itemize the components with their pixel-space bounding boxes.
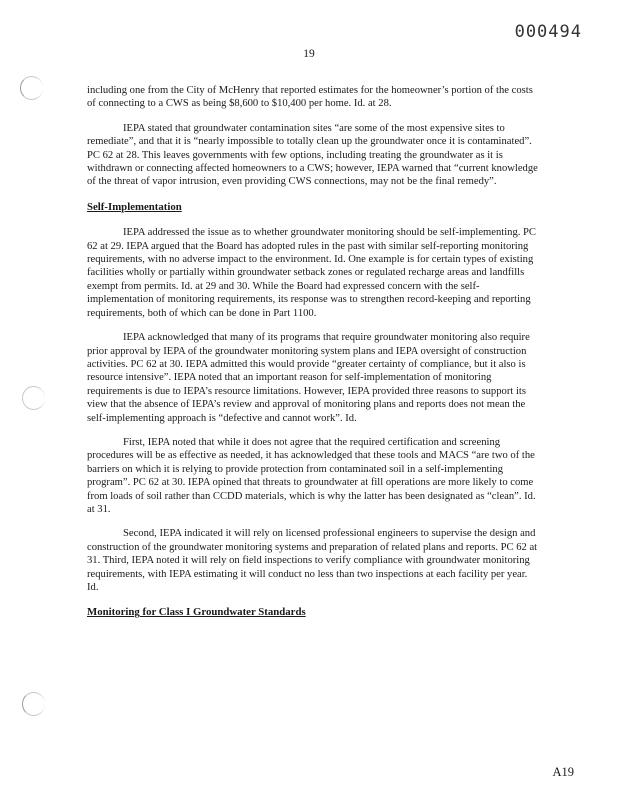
paragraph-group-2 bbox=[87, 226, 541, 594]
body-paragraph: including one from the City of McHenry that reported estimates for the homeowner’s portion of the costs of connecting to a CWS as being $8,600 to $10,400 per home. Id. at 28. bbox=[87, 85, 533, 110]
body-paragraph: Second, IEPA indicated it will rely on licensed professional engineers to supervise the design and construction of the groundwater monitoring systems and preparation of related plans and reports. PC 62 at 31. Third, IEPA noted it will rely on field inspections to verify compliance with groundwater monitoring requirements, with IEPA estimating it will conduct no less than two inspections at each facility per year. Id. bbox=[87, 528, 538, 593]
body-paragraph: First, IEPA noted that while it does not agree that the required certification and screening procedures will be as effective as needed, it has acknowledged that these tools and MACS “are two of the barriers on which it is relying to provide protection from contaminated soil in a self-implementing program”. PC 62 at 30. IEPA opined that threats to groundwater at fill operations are more likely to come from loads of soil rather than CCDD materials, which is why the latter has been designated as “clean”. Id. at 31. bbox=[87, 436, 536, 515]
bates-stamp: 000494 bbox=[514, 22, 582, 42]
body-paragraph: IEPA acknowledged that many of its programs that require groundwater monitoring also require prior approval by IEPA of the groundwater monitoring system plans and IEPA oversight of construction activities. PC 62 at 30. IEPA admitted this would provide “greater certainty of compliance, but it also is resource intensive”. IEPA noted that an important reason for self-implementation of monitoring requirements is due to IEPA’s resource limitations. However, IEPA provided three reasons to support its view that the absence of IEPA’s review and approval of monitoring plans and reports does not mean the self-implementing approach is “defective and cannot work”. Id. bbox=[87, 332, 530, 424]
section-heading-monitoring: Monitoring for Class I Groundwater Standards bbox=[87, 606, 306, 619]
paragraph-group-1 bbox=[87, 84, 541, 189]
document-body bbox=[87, 84, 541, 632]
page-number: 19 bbox=[303, 48, 315, 60]
section-heading-self-implementation: Self-Implementation bbox=[87, 200, 182, 213]
body-paragraph: IEPA addressed the issue as to whether groundwater monitoring should be self-implementing. PC 62 at 29. IEPA argued that the Board has adopted rules in the past with similar self-reporting monitoring requirements, with no adverse impact to the environment. Id. One example is for certain types of existing facilities wholly or partially within groundwater setback zones or regulated recharge areas and landfills exempt from permits. Id. at 29 and 30. While the Board had expressed concern with the self-implementation of monitoring requirements, its response was to strengthen record-keeping and reporting requirements, both of which can be done in Part 1100. bbox=[87, 227, 536, 319]
punch-hole-top bbox=[20, 76, 43, 100]
punch-hole-bottom bbox=[22, 692, 45, 716]
appendix-page-label: A19 bbox=[552, 765, 574, 779]
punch-hole-middle bbox=[22, 386, 45, 410]
body-paragraph: IEPA stated that groundwater contamination sites “are some of the most expensive sites to remediate”, and that it is “nearly impossible to totally clean up the groundwater once it is contaminated”. PC 62 at 28. This leaves governments with few options, including treating the groundwater as it is withdrawn or connecting affected homeowners to a CWS; however, IEPA warned that “current knowledge of the threat of vapor intrusion, even providing CWS connections, may not be the final remedy”. bbox=[87, 122, 538, 188]
